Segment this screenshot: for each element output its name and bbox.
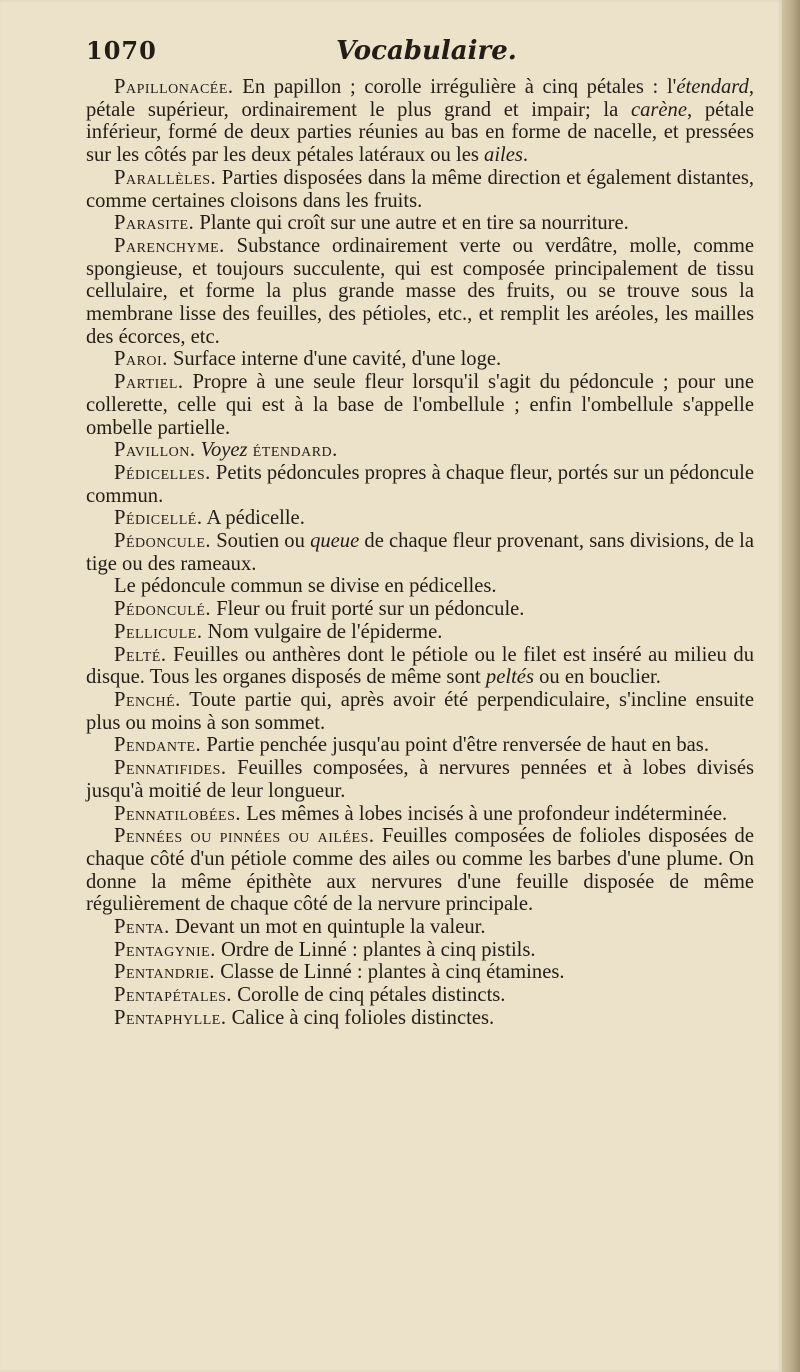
entry-text: Devant un mot en quintuple la valeur. — [169, 916, 486, 939]
entry-text: Propre à une seule fleur lorsqu'il s'agit du pédoncule ; pour une collerette, celle qui est à la base de l'ombellule ; enfin l'ombellule s'appelle ombelle partielle. — [86, 371, 754, 439]
entry-text: Les mêmes à lobes incisés à une profondeur indéterminée. — [241, 802, 728, 825]
glossary-entry — [86, 689, 754, 734]
entry-text: de chaque fleur provenant, sans divisions, de la tige ou des rameaux. — [86, 530, 754, 575]
entry-term: Pentagynie. — [114, 938, 216, 961]
glossary-entry — [86, 507, 754, 530]
glossary-entry — [86, 734, 754, 757]
entry-text: Soutien ou — [211, 530, 311, 553]
page-header — [86, 36, 756, 76]
entry-text: , pétale supérieur, ordinairement le plus grand et impair; la — [86, 76, 754, 121]
entry-term: Pellicule. — [114, 620, 203, 643]
italic-text: étendard — [676, 76, 749, 98]
entry-term: Pentandrie. — [114, 961, 216, 984]
entry-term: Partiel. — [114, 371, 184, 394]
entry-text: Calice à cinq folioles distinctes. — [226, 1006, 495, 1029]
glossary-entry — [86, 439, 754, 462]
italic-text: Voyez — [200, 439, 248, 462]
glossary-entry — [86, 598, 754, 621]
glossary-entry — [86, 575, 754, 598]
entry-text: . — [522, 144, 529, 167]
entry-text: Toute partie qui, après avoir été perpendiculaire, s'incline ensuite plus ou moins à son sommet. — [86, 688, 754, 734]
glossary-entry — [86, 825, 754, 916]
entry-term: Papillonacée. — [114, 76, 234, 98]
entry-term: Pédicellé. — [114, 507, 203, 530]
entry-term: Pédonculé. — [114, 598, 212, 621]
italic-text: carène — [630, 98, 687, 121]
glossary-entry — [86, 462, 754, 507]
entry-text: Surface interne d'une cavité, d'une loge. — [167, 348, 502, 371]
entry-term: Parasite. — [114, 212, 195, 235]
glossary-entry — [86, 916, 754, 939]
glossary-entry — [86, 76, 754, 167]
entry-text: ou en bouclier. — [533, 666, 661, 689]
entry-term: Pentaphylle. — [114, 1006, 227, 1029]
entry-term: Pelté. — [114, 643, 167, 666]
entry-text: Petits pédoncules propres à chaque fleur, portés sur un pédoncule commun. — [86, 461, 754, 507]
entry-term: Pavillon. — [114, 439, 196, 462]
entry-text: Plante qui croît sur une autre et en tire sa nourriture. — [194, 212, 629, 235]
entry-text: Nom vulgaire de l'épiderme. — [202, 620, 443, 643]
page-edge — [782, 0, 800, 1372]
glossary-entry — [86, 757, 754, 802]
entry-term: Pentapétales. — [114, 984, 233, 1007]
entry-term: Pédoncule. — [114, 530, 212, 553]
entry-term: Pédicelles. — [114, 461, 211, 484]
italic-text: ailes — [484, 144, 523, 167]
glossary-entry — [86, 621, 754, 644]
entry-text: Feuilles composées de folioles disposées de chaque côté d'un pétiole comme des ailes ou comme les barbes d'une plume. On donne la même épithète aux nervures d'une feuille disposée de même régulièrement de chaque côté de la nervure principale. — [86, 825, 754, 916]
entry-text: Le pédoncule commun se divise en pédicelles. — [114, 575, 497, 598]
entry-term: étendard. — [252, 439, 338, 462]
entry-text: Feuilles ou anthères dont le pétiole ou le filet est inséré au milieu du disque. Tous les organes disposés de même sont — [86, 643, 754, 689]
italic-text: queue — [310, 530, 360, 553]
entry-text: Fleur ou fruit porté sur un pédoncule. — [211, 598, 525, 621]
entry-term: Pennées ou pinnées ou ailées. — [114, 825, 375, 848]
page-number: 1070 — [86, 36, 157, 65]
glossary-entry — [86, 530, 754, 575]
entry-term: Penta. — [114, 916, 170, 939]
entry-text: A pédicelle. — [202, 507, 305, 530]
glossary-entry — [86, 803, 754, 826]
entry-text: Corolle de cinq pétales distincts. — [232, 984, 506, 1007]
glossary-entry — [86, 167, 754, 212]
entry-term: Pendante. — [114, 734, 202, 757]
entry-term: Penché. — [114, 688, 181, 711]
glossary-entry — [86, 212, 754, 235]
entry-term: Pennatilobées. — [114, 802, 242, 825]
entry-text: Classe de Linné : plantes à cinq étamines. — [215, 961, 565, 984]
glossary-entry — [86, 371, 754, 439]
entry-term: Parenchyme. — [114, 234, 225, 257]
glossary-entry — [86, 1007, 754, 1030]
running-head: Vocabulaire. — [336, 36, 517, 66]
entry-text: Parties disposées dans la même direction et également distantes, comme certaines cloisons dans les fruits. — [86, 166, 754, 212]
glossary-entry — [86, 235, 754, 349]
glossary-entry — [86, 348, 754, 371]
entry-text: Feuilles composées, à nervures pennées et à lobes divisés jusqu'à moitié de leur longueur. — [86, 757, 754, 802]
italic-text: peltés — [485, 666, 534, 689]
entry-text: Substance ordinairement verte ou verdâtre, molle, comme spongieuse, et toujours succulente, qui est composée principalement de tissu cellulaire, et forme la plus grande masse des fruits, ou se trouve sous la membrane lisse des feuilles, des pétioles, etc., et remplit les aréoles, les mailles des écorces, etc. — [86, 234, 754, 348]
glossary-entry — [86, 961, 754, 984]
entry-text: Ordre de Linné : plantes à cinq pistils. — [215, 938, 536, 961]
glossary-text — [86, 76, 754, 1030]
glossary-entry — [86, 644, 754, 689]
entry-term: Paroi. — [114, 348, 168, 371]
entry-text: , pétale inférieur, formé de deux parties réunies au bas en forme de nacelle, et pressées sur les côtés par les deux pétales latéraux ou les — [86, 98, 754, 167]
entry-term: Parallèles. — [114, 166, 217, 189]
glossary-entry — [86, 984, 754, 1007]
entry-term: Pennatifides. — [114, 757, 227, 780]
entry-text: Partie penchée jusqu'au point d'être renversée de haut en bas. — [201, 734, 709, 757]
entry-text: En papillon ; corolle irrégulière à cinq pétales : l' — [233, 76, 677, 98]
glossary-entry — [86, 939, 754, 962]
